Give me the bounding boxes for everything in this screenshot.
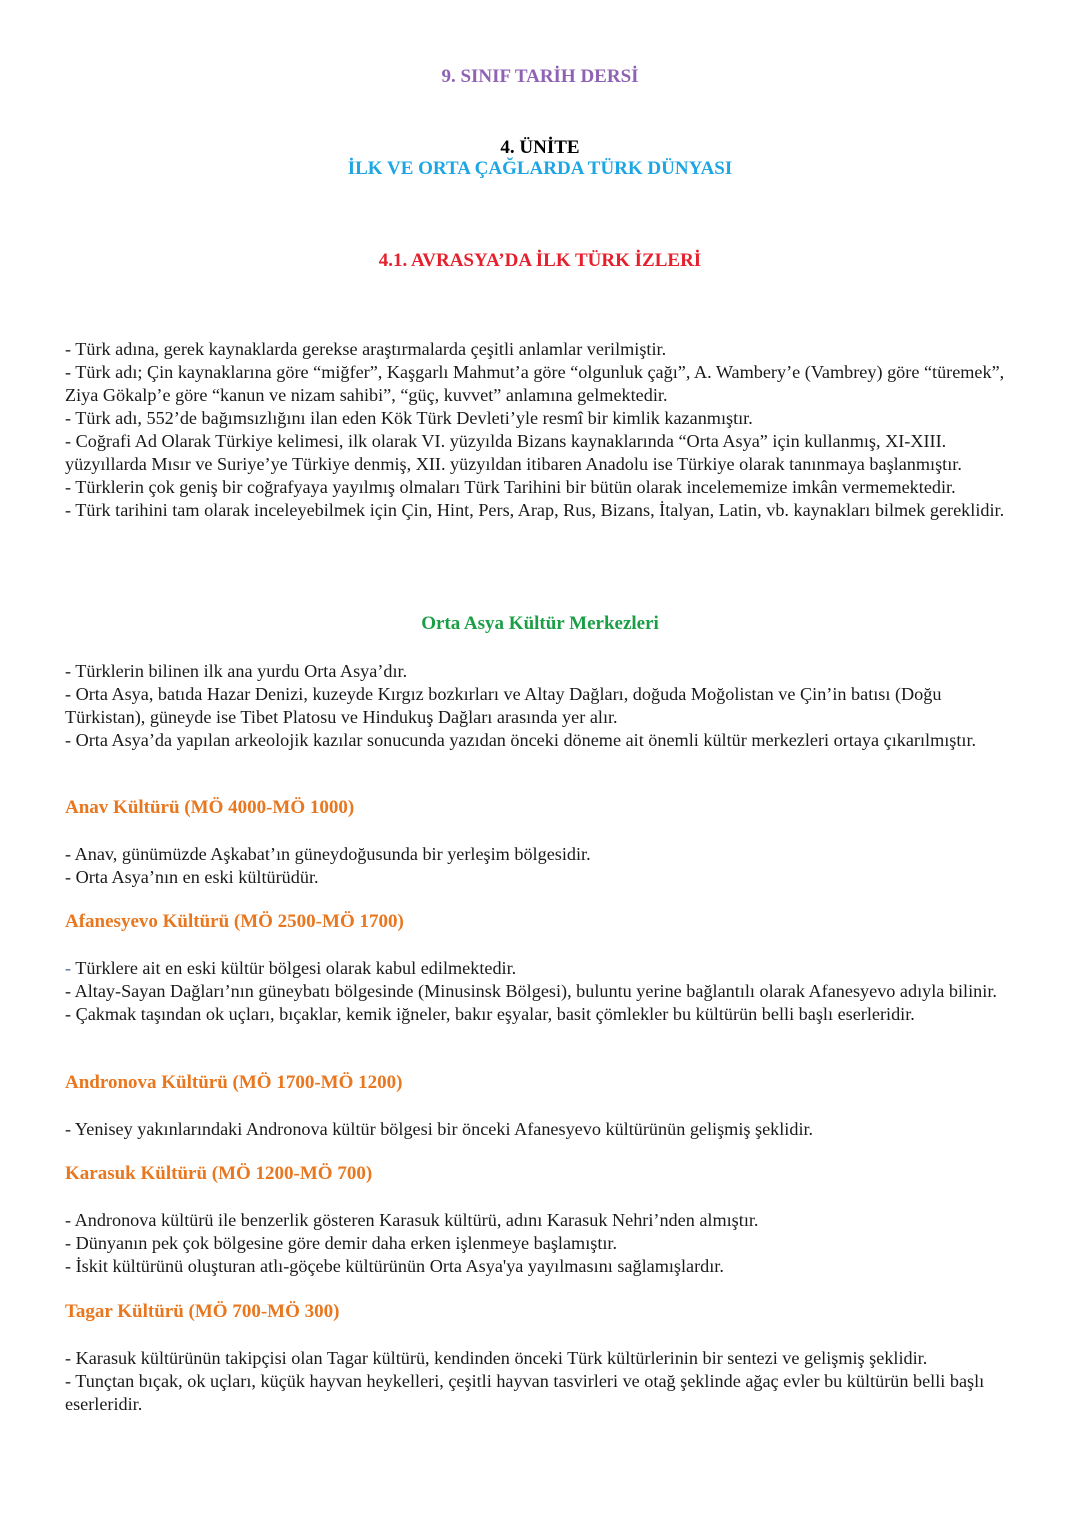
anav-block: [65, 843, 1025, 889]
afanesyevo-line: - Altay-Sayan Dağları’nın güneybatı bölgesinde (Minusinsk Bölgesi), buluntu yerine bağlantılı olarak Afanesyevo adıyla bilinir.: [65, 981, 997, 1001]
tagar-line: - Karasuk kültürünün takipçisi olan Tagar kültürü, kendinden önceki Türk kültürlerinin bir sentezi ve gelişmiş şeklidir.: [65, 1348, 928, 1368]
intro-line: - Türk tarihini tam olarak inceleyebilmek için Çin, Hint, Pers, Arap, Rus, Bizans, İtalyan, Latin, vb. kaynakları bilmek gereklidir.: [65, 500, 1005, 520]
andronova-line: - Yenisey yakınlarındaki Andronova kültür bölgesi bir önceki Afanesyevo kültürünün gelişmiş şeklidir.: [65, 1119, 814, 1139]
afanesyevo-block: [65, 957, 1025, 1026]
intro-line: - Türk adı; Çin kaynaklarına göre “miğfer”, Kaşgarlı Mahmut’a göre “olgunluk çağı”, A. Wambery’e (Vambrey) göre “türemek”, Ziya Gökalp’e göre “kanun ve nizam sahibi”, “güç, kuvvet” anlamına gelmektedir.: [65, 362, 1005, 405]
anav-heading: Anav Kültürü (MÖ 4000-MÖ 1000): [65, 797, 355, 818]
central-asia-line: - Türklerin bilinen ilk ana yurdu Orta Asya’dır.: [65, 661, 408, 681]
karasuk-line: - Andronova kültürü ile benzerlik gösteren Karasuk kültürü, adını Karasuk Nehri’nden almıştır.: [65, 1210, 759, 1230]
karasuk-line: - Dünyanın pek çok bölgesine göre demir daha erken işlenmeye başlamıştır.: [65, 1233, 618, 1253]
karasuk-block: [65, 1209, 1025, 1278]
unit-number: 4. ÜNİTE: [500, 137, 580, 158]
andronova-block: [65, 1118, 1025, 1141]
afanesyevo-line: - Çakmak taşından ok uçları, bıçaklar, kemik iğneler, bakır eşyalar, basit çömlekler bu kültürün belli başlı eserleridir.: [65, 1004, 915, 1024]
karasuk-heading: Karasuk Kültürü (MÖ 1200-MÖ 700): [65, 1163, 373, 1184]
intro-line: - Coğrafi Ad Olarak Türkiye kelimesi, ilk olarak VI. yüzyılda Bizans kaynaklarında “Orta Asya” için kullanmış, XI-XIII. yüzyıllarda Mısır ve Suriye’ye Türkiye denmiş, XII. yüzyıldan itibaren Anadolu ise Türkiye olarak tanınmaya başlanmıştır.: [65, 431, 962, 474]
andronova-heading: Andronova Kültürü (MÖ 1700-MÖ 1200): [65, 1072, 403, 1093]
tagar-block: [65, 1347, 1025, 1416]
unit-name: İLK VE ORTA ÇAĞLARDA TÜRK DÜNYASI: [347, 158, 733, 179]
anav-line: - Orta Asya’nın en eski kültürüdür.: [65, 867, 319, 887]
intro-block: [65, 338, 1025, 522]
central-asia-block: [65, 660, 1025, 752]
intro-line: - Türklerin çok geniş bir coğrafyaya yayılmış olmaları Türk Tarihini bir bütün olarak incelememize imkân vermemektedir.: [65, 477, 956, 497]
bullet-dash: -: [65, 958, 72, 978]
afanesyevo-line: [65, 957, 1025, 980]
anav-line: - Anav, günümüzde Aşkabat’ın güneydoğusunda bir yerleşim bölgesidir.: [65, 844, 591, 864]
section-title: 4.1. AVRASYA’DA İLK TÜRK İZLERİ: [378, 250, 702, 271]
afanesyevo-heading: Afanesyevo Kültürü (MÖ 2500-MÖ 1700): [65, 911, 404, 932]
intro-line: - Türk adına, gerek kaynaklarda gerekse araştırmalarda çeşitli anlamlar verilmiştir.: [65, 339, 667, 359]
central-asia-line: - Orta Asya’da yapılan arkeolojik kazılar sonucunda yazıdan önceki döneme ait önemli kültür merkezleri ortaya çıkarılmıştır.: [65, 730, 977, 750]
tagar-heading: Tagar Kültürü (MÖ 700-MÖ 300): [65, 1301, 340, 1322]
central-asia-heading: Orta Asya Kültür Merkezleri: [421, 613, 659, 634]
afanesyevo-line-text: Türklere ait en eski kültür bölgesi olarak kabul edilmektedir.: [71, 958, 517, 978]
central-asia-line: - Orta Asya, batıda Hazar Denizi, kuzeyde Kırgız bozkırları ve Altay Dağları, doğuda Moğolistan ve Çin’in batısı (Doğu Türkistan), güneyde ise Tibet Platosu ve Hindukuş Dağları arasında yer alır.: [65, 684, 942, 727]
karasuk-line: - İskit kültürünü oluşturan atlı-göçebe kültürünün Orta Asya'ya yayılmasını sağlamışlardır.: [65, 1256, 724, 1276]
tagar-line: - Tunçtan bıçak, ok uçları, küçük hayvan heykelleri, çeşitli hayvan tasvirleri ve otağ şeklinde ağaç evler bu kültürün belli başlı eserleridir.: [65, 1371, 985, 1414]
course-title: 9. SINIF TARİH DERSİ: [441, 66, 639, 87]
intro-line: - Türk adı, 552’de bağımsızlığını ilan eden Kök Türk Devleti’yle resmî bir kimlik kazanmıştır.: [65, 408, 753, 428]
